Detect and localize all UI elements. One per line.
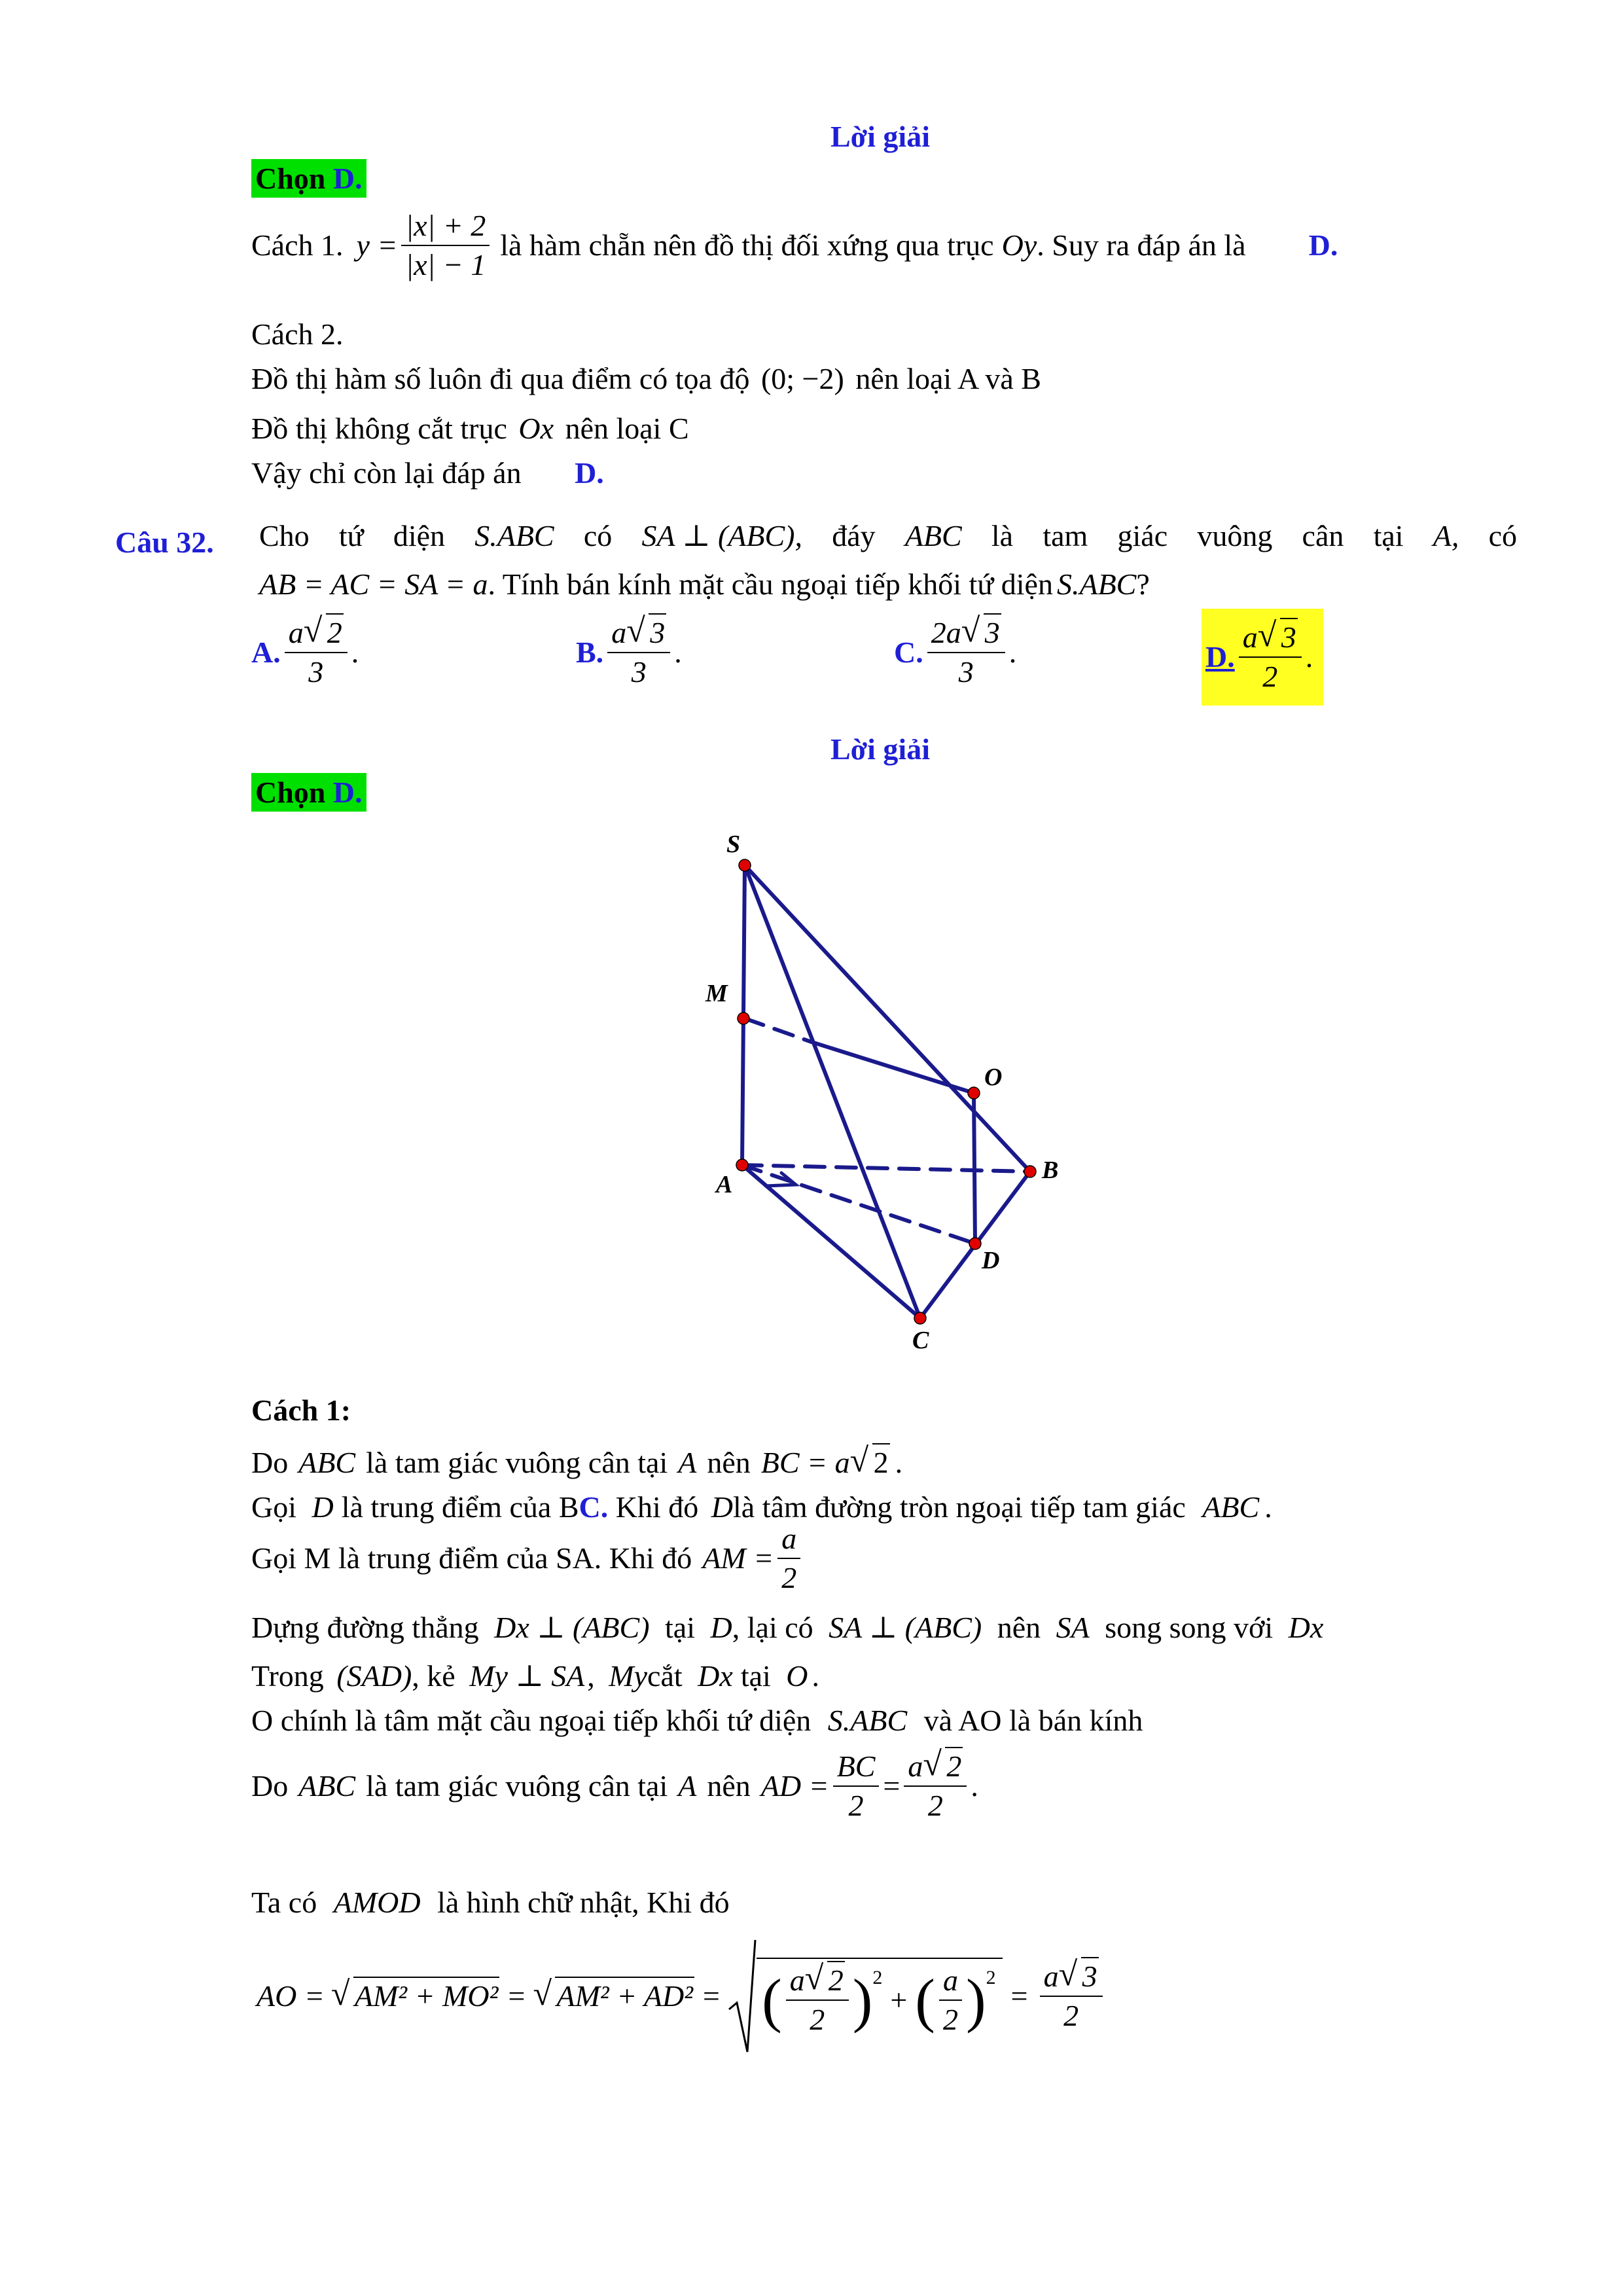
eq-ao: AO = <box>257 1979 325 2013</box>
sqrt-icon: √ <box>923 1746 942 1783</box>
ml2-d: là tâm đường tròn ngoại tiếp tam giác <box>733 1490 1186 1524</box>
point-m <box>738 1013 749 1024</box>
segment-ab-dashed <box>742 1165 1030 1172</box>
question-word: có <box>1488 519 1517 552</box>
choice-answer: D. <box>332 162 363 195</box>
option-a[interactable]: A. a √ 2 3 . <box>251 612 359 689</box>
ml4-m3: SA ⊥ (ABC) <box>829 1611 982 1644</box>
ml4-a: Dựng đường thẳng <box>251 1611 479 1644</box>
m2-l1-text: Đồ thị hàm số luôn đi qua điểm có tọa độ <box>251 362 750 395</box>
eq-r2: AM² + AD² <box>555 1977 694 2013</box>
solution-title-1: Lời giải <box>830 120 930 153</box>
sqrt-icon: √ <box>626 612 645 649</box>
eq-t2d: 2 <box>942 2003 958 2036</box>
choice-label: Chọn <box>255 162 326 195</box>
eq-t1r: 2 <box>827 1961 845 1997</box>
ml3-frac <box>777 1524 800 1593</box>
point-c <box>914 1312 926 1324</box>
ml4-m2: D <box>710 1611 732 1644</box>
eq-sq1: 2 <box>872 1967 883 1988</box>
ml7-m3: AD = <box>760 1769 829 1803</box>
option-b-label: B. <box>576 636 604 669</box>
option-a-label: A. <box>251 636 281 669</box>
q-equal-lengths: AB = AC = SA = a <box>259 567 488 601</box>
ml7-b: là tam giác vuông cân tại <box>366 1769 668 1803</box>
ml5-m4: Dx <box>698 1659 733 1693</box>
ml7-f2r: 2 <box>945 1747 963 1783</box>
ml6-m: S.ABC <box>827 1704 908 1737</box>
fraction-denominator: |x| − 1 <box>405 248 486 281</box>
option-c-label: C. <box>894 636 923 669</box>
method1-answer: D. <box>1308 228 1338 262</box>
eq-eq2: = <box>701 1979 722 2013</box>
ml2-b: là trung điểm của B <box>341 1490 579 1524</box>
method-line-5 <box>251 1661 819 1691</box>
ml7-m1: ABC <box>298 1769 356 1803</box>
question-word: giác <box>1117 519 1168 552</box>
ml7-f2d: 2 <box>927 1789 943 1822</box>
question-word: Cho <box>259 519 310 552</box>
method-line-2 <box>251 1492 1272 1522</box>
point-d <box>969 1238 981 1249</box>
eq-term1 <box>786 1960 849 2036</box>
eq-term2 <box>939 1965 962 2035</box>
ml5-e: tại <box>740 1659 771 1693</box>
od-num-a: a <box>1242 620 1258 654</box>
label-o: O <box>984 1064 1003 1091</box>
ml3-a: Gọi M là trung điểm của SA. Khi đó <box>251 1541 692 1575</box>
method-line-4 <box>251 1613 1323 1643</box>
option-d-label: D. <box>1205 640 1235 673</box>
ml4-b: tại <box>665 1611 696 1644</box>
ml1-c: nên <box>707 1446 751 1479</box>
ml4-d: nên <box>997 1611 1041 1644</box>
question-word: ABC <box>904 519 962 552</box>
option-d[interactable]: D. a √ 3 2 . <box>1202 609 1323 706</box>
ml7-f2a: a <box>908 1749 923 1783</box>
segment-ad-dashed <box>742 1165 975 1244</box>
axis-oy: Oy <box>1001 228 1037 262</box>
m2-l2-text: Đồ thị không cắt trục <box>251 412 507 445</box>
question-word: tam <box>1043 519 1088 552</box>
ml5-m3: My <box>609 1659 648 1693</box>
ml1-sqrt <box>849 1442 890 1479</box>
sqrt-icon: √ <box>961 612 980 649</box>
label-a: A <box>716 1171 733 1198</box>
ml4-m4: SA <box>1056 1611 1090 1644</box>
ob-num-r: 3 <box>649 613 666 649</box>
eq-root2 <box>533 1975 694 2013</box>
question-word: cân <box>1302 519 1344 552</box>
ml7-m2: A <box>678 1769 697 1803</box>
ml7-frac1 <box>833 1751 880 1821</box>
question-word: đáy <box>832 519 876 552</box>
eq-eq1: = <box>506 1979 527 2013</box>
ml3-m: AM = <box>702 1541 774 1575</box>
question-word: có <box>583 519 613 552</box>
option-c[interactable]: C. 2a √ 3 3 . <box>894 612 1017 689</box>
ml5-m5: O <box>786 1659 808 1693</box>
eq-t1a: a <box>789 1964 805 1997</box>
oa-num-a: a <box>288 616 304 649</box>
question-word: SA ⊥ (ABC), <box>641 519 802 552</box>
eq-sq2: 2 <box>986 1967 996 1988</box>
ml2-end: . <box>1264 1490 1272 1524</box>
eq-eq3: = <box>1008 1979 1029 2013</box>
m2-l3-text: Vậy chỉ còn lại đáp án <box>251 456 522 490</box>
ml5-b: , kẻ <box>412 1659 455 1693</box>
ml3-num: a <box>777 1524 800 1559</box>
ml7-c: nên <box>707 1769 751 1803</box>
m2-l2-tail: nên loại C <box>565 412 689 445</box>
m2-l2-axis: Ox <box>518 412 554 445</box>
ml7-f1n: BC <box>833 1751 880 1787</box>
q-object: S.ABC <box>1056 567 1137 601</box>
ml2-m3: ABC <box>1202 1490 1260 1524</box>
method-line-1 <box>251 1442 903 1479</box>
ml4-c: , lại có <box>732 1611 813 1644</box>
fraction-numerator: |x| + 2 <box>401 211 490 246</box>
label-b: B <box>1042 1157 1059 1184</box>
question-word: diện <box>393 519 446 552</box>
question-word: vuông <box>1197 519 1273 552</box>
ml8-a: Ta có <box>251 1886 317 1919</box>
method2-label: Cách 2. <box>251 317 344 351</box>
eq-r1: AM² + MO² <box>353 1977 500 2013</box>
od-den: 2 <box>1262 660 1278 693</box>
sqrt-icon: √ <box>1058 1956 1078 1993</box>
question-number: Câu 32. <box>115 526 214 559</box>
ml5-d: cắt <box>647 1659 683 1693</box>
edge-sb <box>745 865 1030 1172</box>
method-line-3 <box>251 1524 804 1593</box>
ml7-a: Do <box>251 1769 289 1803</box>
ml4-m5: Dx <box>1288 1611 1324 1644</box>
eq-resr: 3 <box>1081 1957 1099 1993</box>
method-line-6 <box>251 1706 1143 1736</box>
method-line-7 <box>251 1746 978 1822</box>
ml1-m1: ABC <box>298 1446 356 1479</box>
oc-num-a: 2a <box>931 616 961 649</box>
ml5-a: Trong <box>251 1659 324 1693</box>
ml2-m1: D <box>312 1490 334 1524</box>
sqrt-icon: √ <box>533 1975 552 2013</box>
ml2-c: Khi đó <box>615 1490 699 1524</box>
ob-num-a: a <box>611 616 627 649</box>
point-a <box>736 1159 748 1171</box>
q-line2-text: . Tính bán kính mặt cầu ngoại tiếp khối tứ diện <box>488 567 1053 601</box>
ml5-m2: My ⊥ SA <box>469 1659 585 1693</box>
ml1-b: là tam giác vuông cân tại <box>366 1446 668 1479</box>
y-equals: y = <box>356 228 398 262</box>
q-end: ? <box>1136 567 1150 601</box>
ml7-f1d: 2 <box>848 1789 864 1822</box>
question-word: tứ <box>338 519 364 552</box>
sqrt-icon: √ <box>849 1442 869 1479</box>
ob-den: 3 <box>631 655 647 689</box>
point-b <box>1024 1166 1036 1177</box>
oc-den: 3 <box>958 655 974 689</box>
ml2-m2: D <box>711 1490 733 1524</box>
ml5-c: , <box>587 1659 595 1693</box>
choice-answer: D. <box>332 776 363 809</box>
ml2-c-blue: C. <box>579 1490 609 1524</box>
eq-t1d: 2 <box>810 2003 825 2036</box>
eq-t2n: a <box>939 1965 962 2001</box>
segment-od <box>974 1093 975 1244</box>
ml5-end: . <box>812 1659 820 1693</box>
eq-root1 <box>330 1975 500 2013</box>
point-o <box>968 1087 980 1099</box>
ml8-m: AMOD <box>333 1886 421 1919</box>
ml1-m3: BC = a <box>760 1446 850 1479</box>
segment-mo-solid <box>812 1042 974 1093</box>
ml2-a: Gọi <box>251 1490 296 1524</box>
ml1-end: . <box>895 1446 903 1479</box>
eq-big-root: ( a √ 2 2 ) $^2$ + ( $\frac{a}{2}$ ) $^2$ <box>728 1937 1003 2055</box>
question-word: S.ABC <box>474 519 554 552</box>
segment-mo-dashed <box>745 1018 812 1042</box>
ml7-frac2 <box>904 1746 967 1822</box>
ml7-eq: = <box>883 1769 901 1803</box>
method1-text: là hàm chẵn nên đồ thị đối xứng qua trục <box>500 228 994 262</box>
method1-tail: . Suy ra đáp án là <box>1037 228 1246 262</box>
sqrt-icon: √ <box>330 1975 350 2013</box>
m2-l1-point: (0; −2) <box>760 362 844 395</box>
m2-l3-answer: D. <box>575 456 604 490</box>
ml1-a: Do <box>251 1446 289 1479</box>
ml6-a: O chính là tâm mặt cầu ngoại tiếp khối tứ diện <box>251 1704 812 1737</box>
ml4-m1: Dx ⊥ (ABC) <box>494 1611 650 1644</box>
eq-resa: a <box>1043 1960 1059 1993</box>
method1-label: Cách 1. <box>251 228 344 262</box>
sqrt-icon: √ <box>1257 617 1277 654</box>
ml4-e: song song với <box>1105 1611 1274 1644</box>
option-b[interactable]: B. a √ 3 3 . <box>576 612 682 689</box>
m2-l1-tail: nên loại A và B <box>855 362 1041 395</box>
eq-resd: 2 <box>1063 1999 1079 2032</box>
oa-den: 3 <box>308 655 324 689</box>
oa-num-r: 2 <box>326 613 344 649</box>
solution-title-2: Lời giải <box>830 732 930 766</box>
eq-plus: + <box>890 1983 908 2017</box>
label-m: M <box>705 980 728 1007</box>
ml6-b: và AO là bán kính <box>923 1704 1143 1737</box>
choice-label: Chọn <box>255 776 326 809</box>
od-num-r: 3 <box>1280 618 1298 654</box>
ml7-end: . <box>971 1769 978 1803</box>
ml3-den: 2 <box>781 1561 797 1594</box>
sqrt-icon: √ <box>303 612 323 649</box>
ml1-r: 2 <box>872 1443 890 1479</box>
ml5-m1: (SAD) <box>336 1659 412 1693</box>
edge-ac <box>742 1165 920 1318</box>
label-c: C <box>912 1327 929 1354</box>
sqrt-icon: √ <box>804 1960 824 1997</box>
edge-sc <box>745 865 920 1318</box>
question-word: là <box>991 519 1014 552</box>
method-line-8 <box>251 1888 730 1918</box>
oc-num-r: 3 <box>984 613 1001 649</box>
ml8-b: là hình chữ nhật, Khi đó <box>437 1886 730 1919</box>
method-heading: Cách 1: <box>251 1393 351 1427</box>
label-s: S <box>726 831 741 858</box>
question-word: A, <box>1433 519 1459 552</box>
point-s <box>739 859 751 871</box>
eq-result <box>1040 1956 1103 2032</box>
question-word: tại <box>1373 519 1404 552</box>
big-sqrt-icon <box>728 1937 757 2055</box>
ml1-m2: A <box>678 1446 697 1479</box>
final-equation <box>257 1937 1107 2055</box>
label-d: D <box>982 1247 1000 1274</box>
